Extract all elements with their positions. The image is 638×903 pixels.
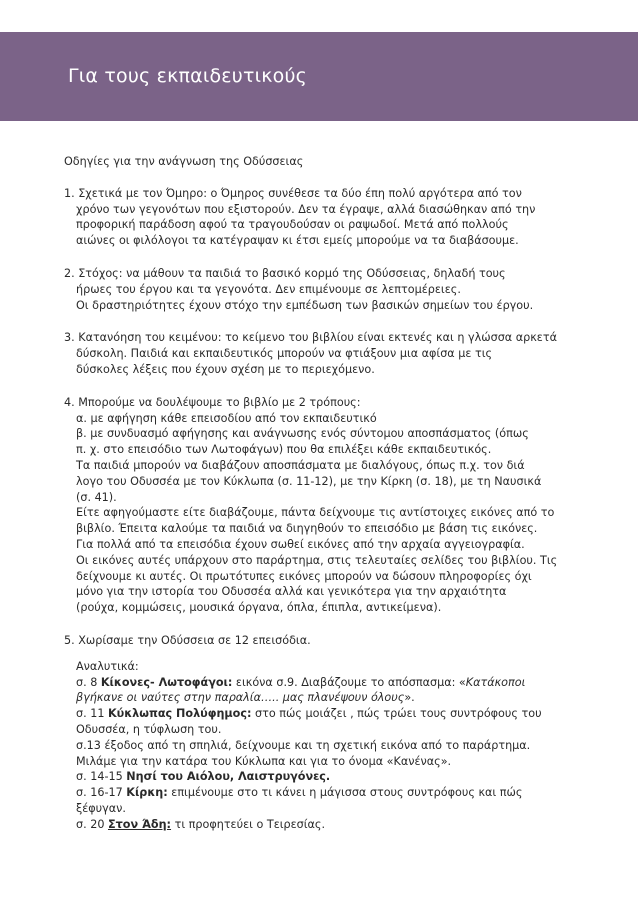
- episode-kikones: [64, 675, 564, 691]
- episode-kyklopas: [64, 706, 564, 722]
- episode-exodos: σ.13 έξοδος από τη σπηλιά, δείχνουμε και τη σχετική εικόνα από το παράρτημα.: [76, 738, 531, 752]
- item-1-line: 1. Σχετικά με τον Όμηρο: ο Όμηρος συνέθεσε τα δύο έπη πολύ αργότερα από τον: [64, 186, 522, 200]
- item-2-line: 2. Στόχος: να μάθουν τα παιδιά το βασικό κορμό της Οδύσσειας, δηλαδή τους: [64, 266, 506, 280]
- item-4-line: 4. Μπορούμε να δουλέψουμε το βιβλίο με 2 τρόπους:: [64, 395, 361, 409]
- episode-page: σ. 8: [76, 675, 101, 689]
- episodes-heading: Αναλυτικά:: [76, 659, 139, 673]
- item-4-line: Είτε αφηγούμαστε είτε διαβάζουμε, πάντα δείχνουμε τις αντίστοιχες εικόνες από το: [76, 506, 555, 520]
- episode-kirki: [64, 785, 564, 801]
- episode-adis: [64, 817, 564, 833]
- item-2-line: Οι δραστηριότητες έχουν στόχο την εμπέδωση των βασικών σημείων του έργου.: [76, 298, 534, 312]
- item-3-line: δύσκολη. Παιδιά και εκπαιδευτικός μπορούν να φτιάξουν μια αφίσα με τις: [76, 347, 493, 361]
- episode-aiolos: [64, 769, 564, 785]
- item-1-line: προφορική παράδοση αφού τα τραγουδούσαν οι ραψωδοί. Μετά από πολλούς: [76, 218, 509, 232]
- document-body: [64, 154, 564, 849]
- item-4-line: Οι εικόνες αυτές υπάρχουν στο παράρτημα, στις τελευταίες σελίδες του βιβλίου. Τις: [76, 553, 558, 567]
- episode-page: σ. 16-17: [76, 786, 127, 800]
- episode-text: στο πώς μοιάζει , πώς τρώει τους συντρόφους του: [251, 707, 542, 721]
- episode-kirki-cont: ξέφυγαν.: [76, 801, 126, 815]
- item-4-line: (ρούχα, κομμώσεις, μουσικά όργανα, όπλα, έπιπλα, αντικείμενα).: [76, 601, 442, 615]
- item-4-line: α. με αφήγηση κάθε επεισοδίου από τον εκπαιδευτικό: [76, 411, 377, 425]
- item-1-line: αιώνες οι φιλόλογοι τα κατέγραψαν κι έτσι εμείς μπορούμε να τα διαβάσουμε.: [76, 234, 519, 248]
- item-3: [64, 330, 564, 377]
- episode-title: Κίρκη:: [126, 786, 168, 800]
- item-4: [64, 395, 564, 616]
- item-4-line: β. με συνδυασμό αφήγησης και ανάγνωσης ενός σύντομου αποσπάσματος (όπως: [76, 427, 529, 441]
- episode-text: εικόνα σ.9. Διαβάζουμε το απόσπασμα: «: [232, 675, 466, 689]
- item-4-line: Για πολλά από τα επεισόδια έχουν σωθεί εικόνες από την αρχαία αγγειογραφία.: [76, 537, 525, 551]
- episode-page: σ. 14-15: [76, 770, 127, 784]
- item-4-line: δείχνουμε κι αυτές. Οι πρωτότυπες εικόνες μπορούν να δώσουν πληροφορίες όχι: [76, 569, 532, 583]
- item-1-line: χρόνο των γεγονότων που εξιστορούν. Δεν τα έγραψε, αλλά διασώθηκαν από την: [76, 202, 536, 216]
- item-2-line: ήρωες του έργου και τα γεγονότα. Δεν επιμένουμε σε λεπτομέρειες.: [76, 282, 461, 296]
- item-4-line: π. χ. στο επεισόδιο των Λωτοφάγων) που θα επιλέξει κάθε εκπαιδευτικός.: [76, 443, 492, 457]
- page-title: Για τους εκπαιδευτικούς: [68, 65, 308, 87]
- episode-kyklopas-cont: Οδυσσέα, η τύφλωση του.: [76, 722, 222, 736]
- item-1: [64, 186, 564, 249]
- episode-title: Νησί του Αιόλου, Λαιστρυγόνες.: [126, 770, 331, 784]
- item-4-line: Τα παιδιά μπορούν να διαβάζουν αποσπάσματα με διαλόγους, όπως π.χ. τον διά: [76, 458, 525, 472]
- item-2: [64, 266, 564, 313]
- episode-text: τι προφητεύει ο Τειρεσίας.: [171, 817, 326, 831]
- episode-quote: Κατάκοποι: [465, 675, 526, 689]
- item-4-line: βιβλίο. Έπειτα καλούμε τα παιδιά να διηγηθούν το επεισόδιο με βάση τις εικόνες.: [76, 522, 538, 536]
- intro-heading: Οδηγίες για την ανάγνωση της Οδύσσειας: [64, 155, 304, 168]
- episode-title: Στον Άδη:: [108, 817, 172, 831]
- episode-text: επιμένουμε στο τι κάνει η μάγισσα στους συντρόφους και πώς: [167, 786, 523, 800]
- item-5: [64, 633, 564, 833]
- item-4-line: (σ. 41).: [76, 490, 117, 504]
- episode-title: Κύκλωπας Πολύφημος:: [108, 707, 252, 721]
- item-3-line: δύσκολες λέξεις που έχουν σχέση με το περιεχόμενο.: [76, 362, 375, 376]
- episode-kikones-cont: [64, 690, 564, 706]
- item-5-line: 5. Χωρίσαμε την Οδύσσεια σε 12 επεισόδια.: [64, 633, 311, 647]
- episode-exodos-cont: Μιλάμε για την κατάρα του Κύκλωπα και για το όνομα «Κανένας».: [76, 754, 452, 768]
- item-4-line: μόνο για την ιστορία του Οδυσσέα αλλά και γενικότερα για την αρχαιότητα: [76, 585, 507, 599]
- item-4-line: λογο του Οδυσσέα με τον Κύκλωπα (σ. 11-12), με την Κίρκη (σ. 18), με τη Ναυσικά: [76, 474, 542, 488]
- item-3-line: 3. Κατανόηση του κειμένου: το κείμενο του βιβλίου είναι εκτενές και η γλώσσα αρκετά: [64, 331, 557, 345]
- episode-page: σ. 11: [76, 707, 108, 721]
- header-banner: [0, 32, 638, 121]
- episode-text: ».: [404, 691, 415, 705]
- episode-quote: βγήκανε οι ναύτες στην παραλία….. μας πλανέψουν όλους: [76, 691, 405, 705]
- episode-page: σ. 20: [76, 817, 108, 831]
- episode-title: Κίκονες- Λωτοφάγοι:: [100, 675, 233, 689]
